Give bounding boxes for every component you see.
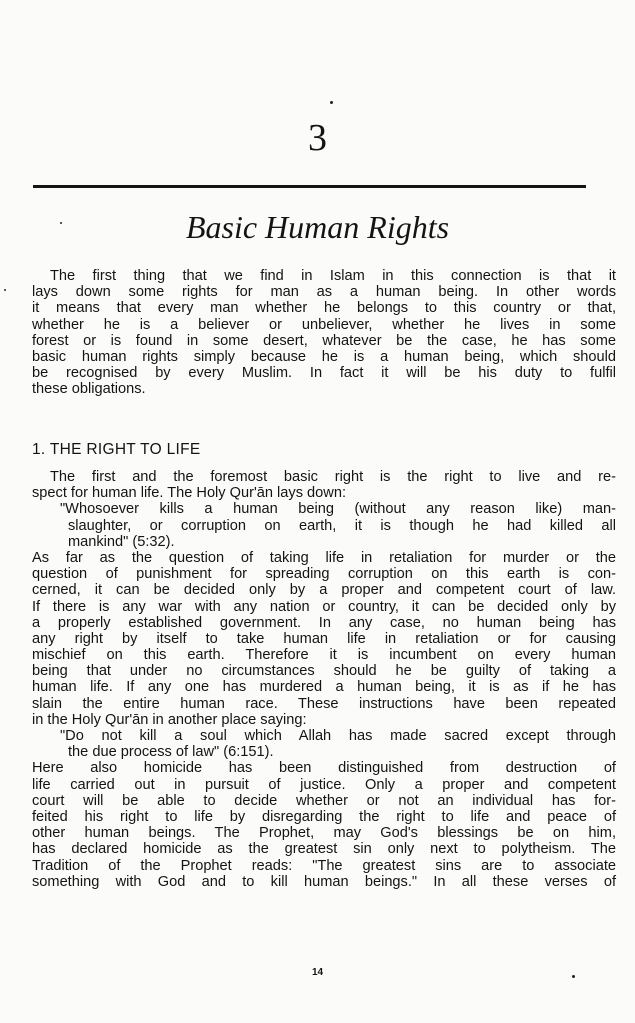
quote-line: the due process of law" (6:151). xyxy=(68,744,274,761)
text-line: has declared homicide as the greatest sin only next to polytheism. The xyxy=(32,841,616,858)
text-line: As far as the question of taking life in retaliation for murder or the xyxy=(32,549,616,566)
page-number: 14 xyxy=(311,967,324,978)
text-line: court will be able to decide whether or not an individual has for- xyxy=(32,792,616,809)
text-line: mischief on this earth. Therefore it is incumbent on every human xyxy=(32,647,616,664)
text-line: a properly established government. In any case, no human being has xyxy=(32,614,616,631)
text-line: The first and the foremost basic right is the right to live and re- xyxy=(50,469,616,485)
text-line: life carried out in pursuit of justice. Only a proper and competent xyxy=(32,776,616,793)
intro-paragraph xyxy=(32,268,616,398)
print-speck xyxy=(4,289,6,291)
text-line: basic human rights simply because he is a human being, which should xyxy=(32,348,616,365)
quote-line: "Do not kill a soul which Allah has made sacred except through xyxy=(60,728,616,744)
text-line: If there is any war with any nation or country, it can be decided only by xyxy=(32,598,616,615)
text-line: other human beings. The Prophet, may God's blessings be on him, xyxy=(32,825,616,842)
text-line: feited his right to life by disregarding the right to life and peace of xyxy=(32,808,616,825)
section-body xyxy=(32,469,616,890)
text-line: being that under no circumstances should he be guilty of taking a xyxy=(32,663,616,680)
chapter-number: 3 xyxy=(308,117,327,159)
quote-line: mankind" (5:32). xyxy=(68,533,175,550)
chapter-divider xyxy=(33,185,586,188)
quote-line: "Whosoever kills a human being (without any reason like) man- xyxy=(60,501,616,518)
text-line: human life. If any one has murdered a human being, it is as if he has xyxy=(32,679,616,696)
chapter-title: Basic Human Rights xyxy=(185,209,450,245)
text-line: these obligations. xyxy=(32,381,146,398)
text-line: Here also homicide has been distinguished from destruction of xyxy=(32,760,616,777)
text-line: spect for human life. The Holy Qur'ān lays down: xyxy=(32,485,347,502)
text-line: any right by itself to take human life in retaliation or for causing xyxy=(32,630,616,647)
quote-line: slaughter, or corruption on earth, it is though he had killed all xyxy=(68,517,616,534)
text-line: whether he is a believer or unbeliever, whether he lives in some xyxy=(32,316,616,333)
text-line: Tradition of the Prophet reads: "The greatest sins are to associate xyxy=(32,857,616,874)
text-line: cerned, it can be decided only by a proper and competent court of law. xyxy=(32,582,616,599)
text-line: in the Holy Qur'ān in another place saying: xyxy=(32,711,307,728)
text-line: slain the entire human race. These instructions have been repeated xyxy=(32,695,616,712)
text-line: forest or is found in some desert, whatever be the case, he has some xyxy=(32,332,616,349)
print-speck xyxy=(330,101,333,104)
section-heading: 1. THE RIGHT TO LIFE xyxy=(32,441,201,458)
text-line: something with God and to kill human beings." In all these verses of xyxy=(32,873,616,890)
text-line: it means that every man whether he belongs to this country or that, xyxy=(32,300,616,317)
text-line: question of punishment for spreading corruption on this earth is con- xyxy=(32,566,616,583)
text-line: The first thing that we find in Islam in this connection is that it xyxy=(50,268,616,284)
text-line: be recognised by every Muslim. In fact it will be his duty to fulfil xyxy=(32,365,616,382)
text-line: lays down some rights for man as a human being. In other words xyxy=(32,284,616,301)
